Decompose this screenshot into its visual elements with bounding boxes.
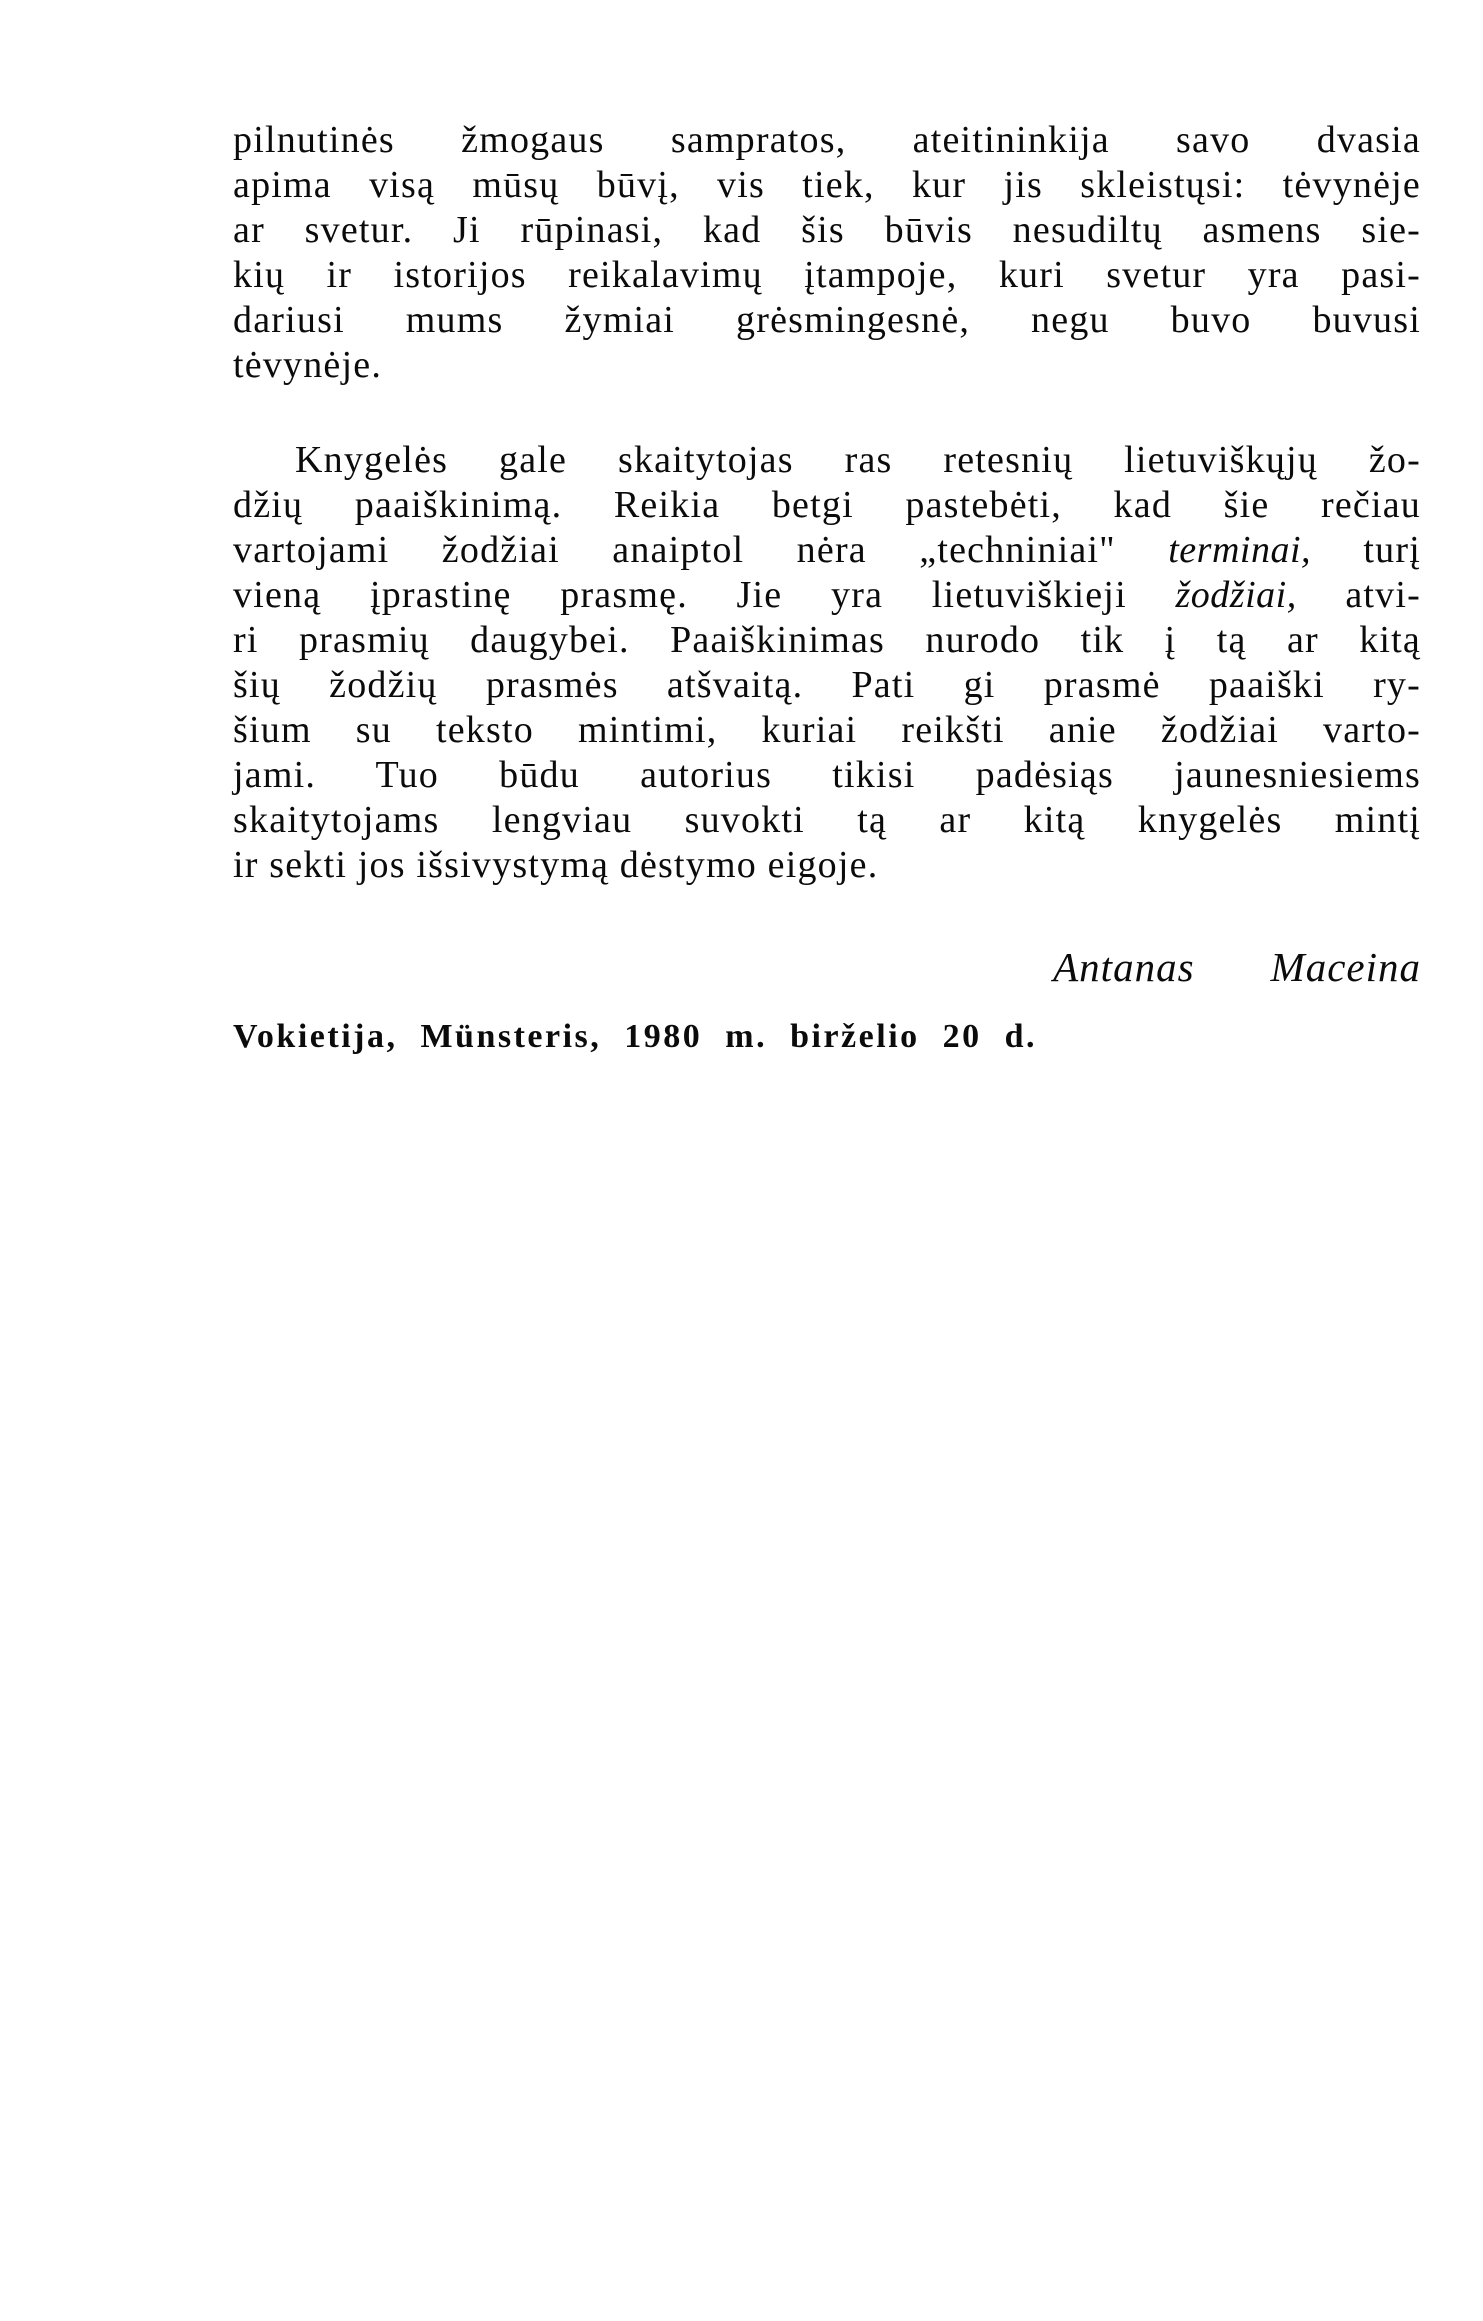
text-line (233, 253, 1421, 298)
text-line (233, 208, 1421, 253)
text-segment: atvi- (1296, 574, 1421, 616)
text-line (233, 163, 1421, 208)
text-segment: šium su teksto mintimi, kuriai reikšti anie žodžiai varto- (233, 709, 1421, 751)
text-line (233, 298, 1421, 343)
author-signature (233, 944, 1421, 990)
text-line (233, 528, 1421, 573)
paragraph (233, 118, 1421, 388)
paragraph (233, 438, 1421, 888)
author-first-name: Antanas (1053, 944, 1195, 990)
text-line (233, 663, 1421, 708)
place-date-line: Vokietija, Münsteris, 1980 m. birželio 20 d. (233, 1018, 1038, 1055)
text-line (233, 708, 1421, 753)
text-segment: jami. Tuo būdu autorius tikisi padėsiąs jaunesniesiems (233, 754, 1421, 796)
text-segment: vieną įprastinę prasmę. Jie yra lietuviškieji (233, 574, 1176, 616)
text-block (233, 118, 1421, 1058)
text-segment: apima visą mūsų būvį, vis tiek, kur jis skleistųsi: tėvynėje (233, 164, 1421, 206)
italic-term: žodžiai, (1175, 574, 1297, 616)
text-segment: ar svetur. Ji rūpinasi, kad šis būvis nesudiltų asmens sie- (233, 209, 1421, 251)
text-segment: šių žodžių prasmės atšvaitą. Pati gi prasmė paaiški ry- (233, 664, 1421, 706)
text-segment: vartojami žodžiai anaiptol nėra „techniniai" (233, 529, 1169, 571)
text-line (233, 438, 1421, 483)
text-line (233, 343, 1421, 388)
text-segment: dariusi mums žymiai grėsmingesnė, negu buvo buvusi (233, 299, 1421, 341)
text-segment: pilnutinės žmogaus sampratos, ateitininkija savo dvasia (233, 119, 1421, 161)
text-segment: kių ir istorijos reikalavimų įtampoje, kuri svetur yra pasi- (233, 254, 1421, 296)
text-segment: ir sekti jos išsivystymą dėstymo eigoje. (233, 844, 879, 886)
text-line (233, 753, 1421, 798)
text-line (233, 798, 1421, 843)
text-line (233, 618, 1421, 663)
italic-term: terminai, (1168, 529, 1312, 571)
text-segment: džių paaiškinimą. Reikia betgi pastebėti, kad šie rečiau (233, 484, 1421, 526)
text-segment: turį (1311, 529, 1421, 571)
text-segment: ri prasmių daugybei. Paaiškinimas nurodo tik į tą ar kitą (233, 619, 1421, 661)
author-surname: Maceina (1270, 944, 1421, 990)
text-line (233, 483, 1421, 528)
text-line (233, 843, 1421, 888)
text-line (233, 573, 1421, 618)
text-line (233, 118, 1421, 163)
text-segment: skaitytojams lengviau suvokti tą ar kitą knygelės mintį (233, 799, 1421, 841)
text-segment: tėvynėje. (233, 344, 383, 386)
text-segment: Knygelės gale skaitytojas ras retesnių lietuviškųjų žo- (295, 439, 1421, 481)
